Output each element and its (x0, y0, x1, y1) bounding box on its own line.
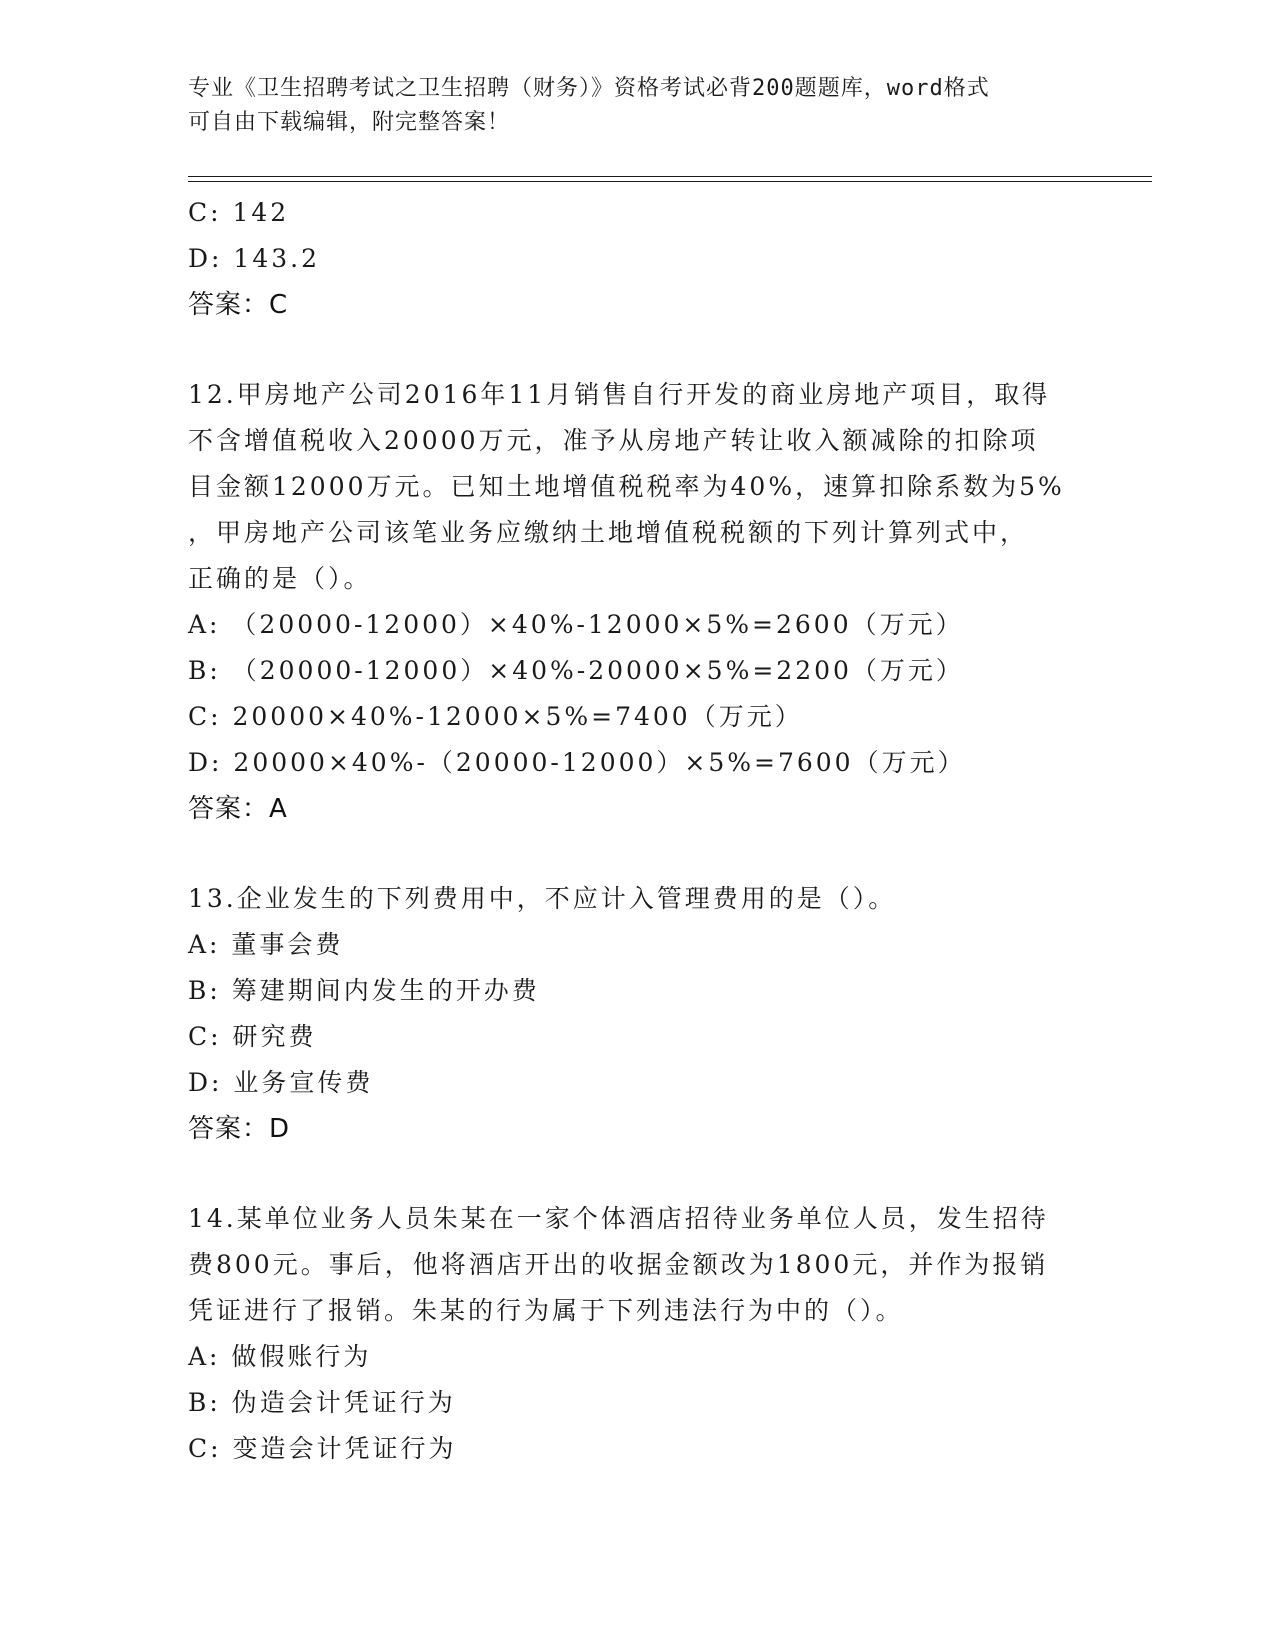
header-divider-bottom (188, 181, 1152, 182)
question-stem-line: ，甲房地产公司该笔业务应缴纳土地增值税税额的下列计算列式中， (188, 518, 1029, 547)
page-header (188, 72, 1068, 140)
option-c: C: 142 (188, 198, 290, 227)
option-d: D: 143.2 (188, 244, 320, 273)
option-b: B: 伪造会计凭证行为 (188, 1388, 456, 1417)
option-c: C: 20000×40%-12000×5%=7400（万元） (188, 702, 803, 731)
header-title-line-1: 专业《卫生招聘考试之卫生招聘（财务）》资格考试必背200题题库，word格式 (188, 76, 990, 101)
question-content (188, 190, 1088, 1472)
spacer (188, 1152, 1088, 1196)
answer-label: 答案：A (188, 794, 288, 824)
answer-label: 答案：D (188, 1114, 291, 1144)
spacer (188, 832, 1088, 876)
question-13 (188, 876, 1088, 1152)
question-stem-line: 14.某单位业务人员朱某在一家个体酒店招待业务单位人员，发生招待 (188, 1204, 1049, 1233)
option-c: C: 研究费 (188, 1022, 317, 1051)
option-b: B: 筹建期间内发生的开办费 (188, 976, 540, 1005)
option-b: B: （20000-12000）×40%-20000×5%=2200（万元） (188, 656, 964, 685)
option-d: D: 业务宣传费 (188, 1068, 374, 1097)
option-a: A: （20000-12000）×40%-12000×5%=2600（万元） (188, 610, 964, 639)
option-a: A: 做假账行为 (188, 1342, 372, 1371)
header-divider-top (188, 176, 1152, 177)
question-14 (188, 1196, 1088, 1472)
question-stem-line: 目金额12000万元。已知土地增值税税率为40%，速算扣除系数为5% (188, 472, 1065, 501)
option-d: D: 20000×40%-（20000-12000）×5%=7600（万元） (188, 748, 966, 777)
question-stem-line: 费800元。事后，他将酒店开出的收据金额改为1800元，并作为报销 (188, 1250, 1049, 1279)
option-c: C: 变造会计凭证行为 (188, 1434, 457, 1463)
question-12 (188, 372, 1088, 832)
question-stem-line: 13.企业发生的下列费用中，不应计入管理费用的是（）。 (188, 884, 897, 913)
question-stem-line: 凭证进行了报销。朱某的行为属于下列违法行为中的（）。 (188, 1296, 904, 1325)
question-11-tail (188, 190, 1088, 328)
option-a: A: 董事会费 (188, 930, 344, 959)
header-title-line-2: 可自由下载编辑，附完整答案！ (188, 110, 511, 135)
spacer (188, 328, 1088, 372)
question-stem-line: 12.甲房地产公司2016年11月销售自行开发的商业房地产项目，取得 (188, 380, 1051, 409)
question-stem-line: 正确的是（）。 (188, 564, 372, 593)
question-stem-line: 不含增值税收入20000万元，准予从房地产转让收入额减除的扣除项 (188, 426, 1039, 455)
answer-label: 答案：C (188, 290, 289, 320)
